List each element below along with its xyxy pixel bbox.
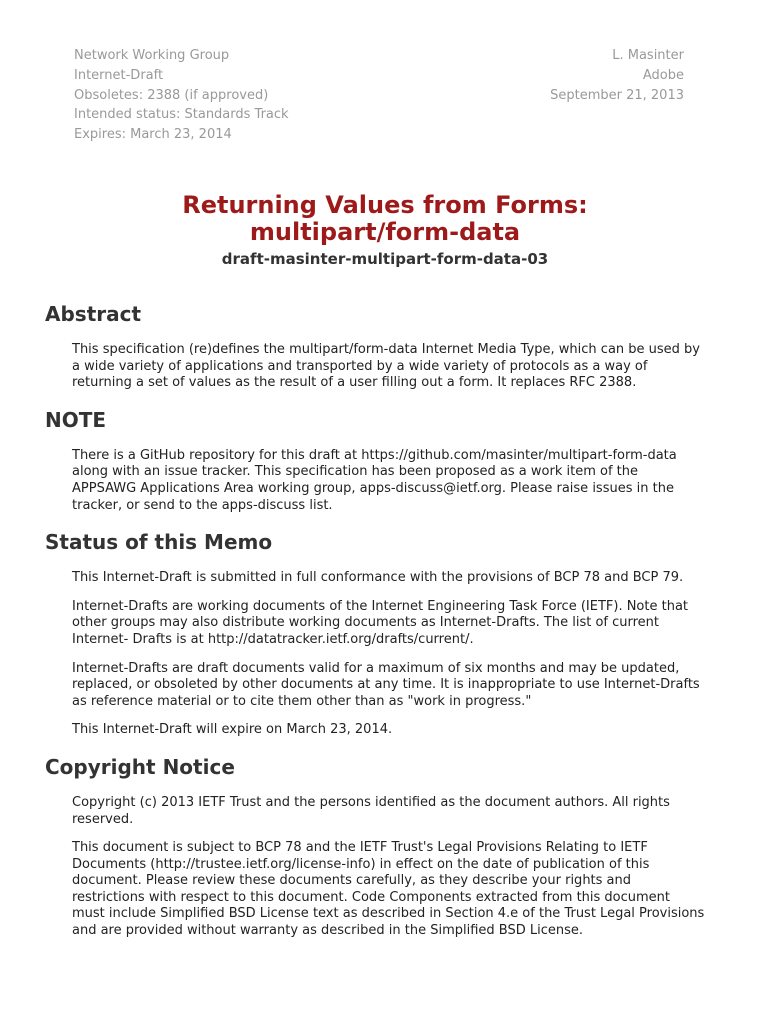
header-obsoletes: Obsoletes: 2388 (if approved) bbox=[74, 87, 269, 103]
draft-name: draft-masinter-multipart-form-data-03 bbox=[221, 250, 549, 268]
title-line-2: multipart/form-data bbox=[249, 218, 521, 246]
paragraph: This specification (re)defines the multipart/form-data Internet Media Type, which can be used by a wide variety of applications and transported by a wide variety of protocols as a way of returning a set of values as the result of a user filling out a form. It replaces RFC 2388. bbox=[72, 342, 701, 391]
section-copyright bbox=[45, 753, 705, 940]
section-heading: Copyright Notice bbox=[45, 754, 235, 779]
paragraph: Copyright (c) 2013 IETF Trust and the persons identified as the document authors. All rights reserved. bbox=[72, 794, 670, 827]
header-right bbox=[550, 46, 684, 105]
document-title bbox=[0, 192, 770, 246]
section-note bbox=[45, 406, 705, 514]
header-author: L. Masinter bbox=[612, 48, 684, 63]
header-date: September 21, 2013 bbox=[550, 87, 684, 103]
header-expires: Expires: March 23, 2014 bbox=[74, 127, 232, 143]
section-heading: Status of this Memo bbox=[45, 530, 273, 555]
header-organization: Adobe bbox=[642, 67, 684, 83]
paragraph: Internet-Drafts are working documents of the Internet Engineering Task Force (IETF). Note that other groups may also distribute working documents as Internet-Drafts. The list of current Internet- Drafts is at http://datatracker.ietf.org/drafts/current/. bbox=[72, 598, 689, 647]
section-status-memo bbox=[45, 528, 705, 739]
paragraph: This document is subject to BCP 78 and the IETF Trust's Legal Provisions Relating to IETF Documents (http://trustee.ietf.org/license-info) in effect on the date of publication of this document. Please review these documents carefully, as they describe your rights and restrictions with respect to this document. Code Components extracted from this document must include Simplified BSD License text as described in Section 4.e of the Trust Legal Provisions and are provided without warranty as described in the Simplified BSD License. bbox=[72, 840, 705, 939]
section-abstract bbox=[45, 300, 705, 392]
document-header bbox=[74, 46, 684, 145]
section-heading: Abstract bbox=[45, 302, 142, 326]
paragraph: This Internet-Draft is submitted in full conformance with the provisions of BCP 78 and BCP 79. bbox=[72, 570, 684, 586]
document-body bbox=[45, 300, 705, 954]
header-intended-status: Intended status: Standards Track bbox=[74, 107, 289, 123]
title-line-1: Returning Values from Forms: bbox=[182, 191, 588, 219]
header-left bbox=[74, 46, 289, 145]
section-heading: NOTE bbox=[45, 407, 107, 432]
paragraph: Internet-Drafts are draft documents valid for a maximum of six months and may be updated, replaced, or obsoleted by other documents at any time. It is inappropriate to use Internet-Drafts as reference material or to cite them other than as "work in progress." bbox=[72, 660, 700, 709]
header-doc-type: Internet-Draft bbox=[74, 67, 164, 83]
header-workgroup: Network Working Group bbox=[74, 48, 230, 63]
paragraph: There is a GitHub repository for this draft at https://github.com/masinter/multipart-form-data along with an issue tracker. This specification has been proposed as a work item of the APPSAWG Applications Area working group, apps-discuss@ietf.org. Please raise issues in the tracker, or send to the apps-discuss list. bbox=[72, 447, 677, 513]
paragraph: This Internet-Draft will expire on March 23, 2014. bbox=[72, 722, 393, 738]
